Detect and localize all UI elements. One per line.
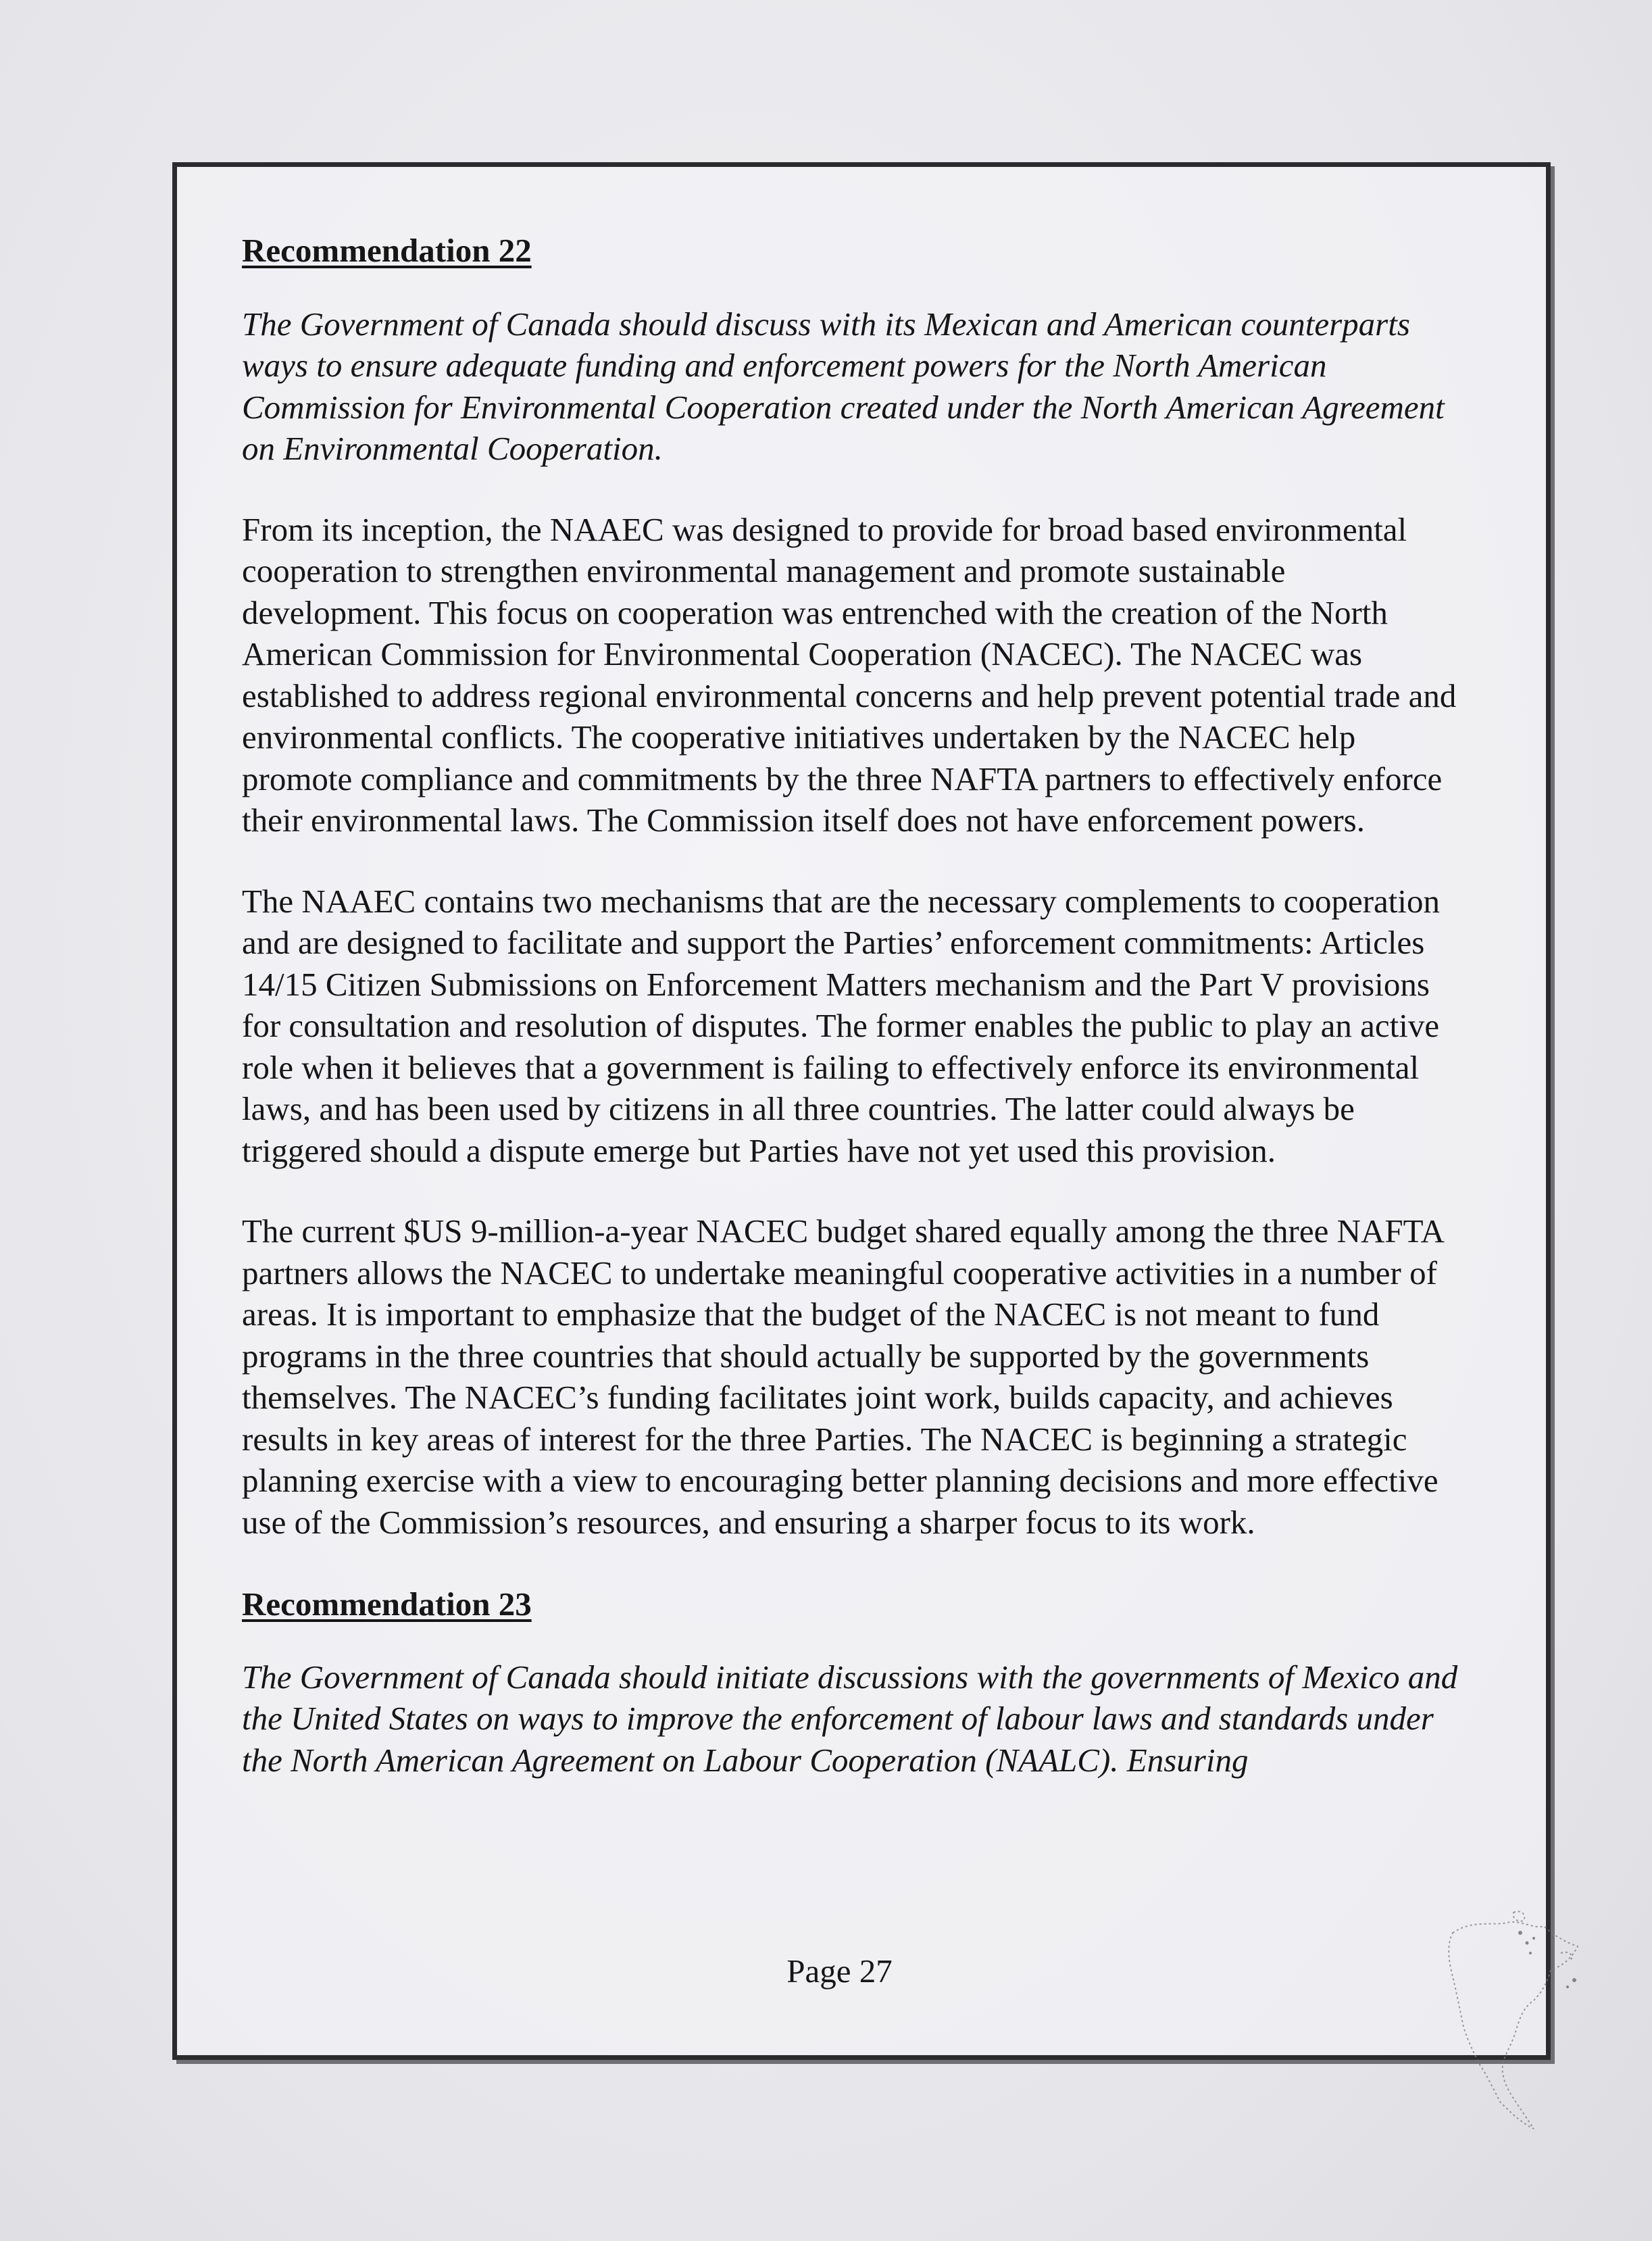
north-america-map-icon (1432, 1906, 1595, 2149)
recommendation-22-heading: Recommendation 22 (242, 232, 532, 269)
recommendation-23-text: The Government of Canada should initiate discussions with the governments of Mexico and the United States on ways to improve the enforcement of labour laws and standards under the North American Agreement on Labour Cooperation (NAALC). Ensuring (242, 1658, 1458, 1779)
paragraph-naaec-inception: From its inception, the NAAEC was designed to provide for broad based environmental cooperation to strengthen environmental management and promote sustainable development. This focus on cooperation was entrenched with the creation of the North American Commission for Environmental Cooperation (NACEC). The NACEC was established to address regional environmental concerns and help prevent potential trade and environmental conflicts. The cooperative initiatives undertaken by the NACEC help promote compliance and commitments by the three NAFTA partners to effectively enforce their environmental laws. The Commission itself does not have enforcement powers. (242, 510, 1457, 839)
recommendation-22-text: The Government of Canada should discuss with its Mexican and American counterparts ways to ensure adequate funding and enforcement powers for the North American Commission for Environmental Cooperation created under the North American Agreement on Environmental Cooperation. (242, 305, 1445, 467)
document-body (242, 230, 1472, 1781)
recommendation-23-heading: Recommendation 23 (242, 1585, 532, 1623)
page-number: Page 27 (786, 1952, 893, 1990)
paragraph-nacec-budget: The current $US 9-million-a-year NACEC budget shared equally among the three NAFTA partners allows the NACEC to undertake meaningful cooperative activities in a number of areas. It is important to emphasize that the budget of the NACEC is not meant to fund programs in the three countries that should actually be supported by the governments themselves. The NACEC’s funding facilitates joint work, builds capacity, and achieves results in key areas of interest for the three Parties. The NACEC is beginning a strategic planning exercise with a view to encouraging better planning decisions and more effective use of the Commission’s resources, and ensuring a sharper focus to its work. (242, 1212, 1443, 1541)
paragraph-naaec-mechanisms: The NAAEC contains two mechanisms that are the necessary complements to cooperation and are designed to facilitate and support the Parties’ enforcement commitments: Articles 14/15 Citizen Submissions on Enforcement Matters mechanism and the Part V provisions for consultation and resolution of disputes. The former enables the public to play an active role when it believes that a government is failing to effectively enforce its environmental laws, and has been used by citizens in all three countries. The latter could always be triggered should a dispute emerge but Parties have not yet used this provision. (242, 882, 1440, 1169)
